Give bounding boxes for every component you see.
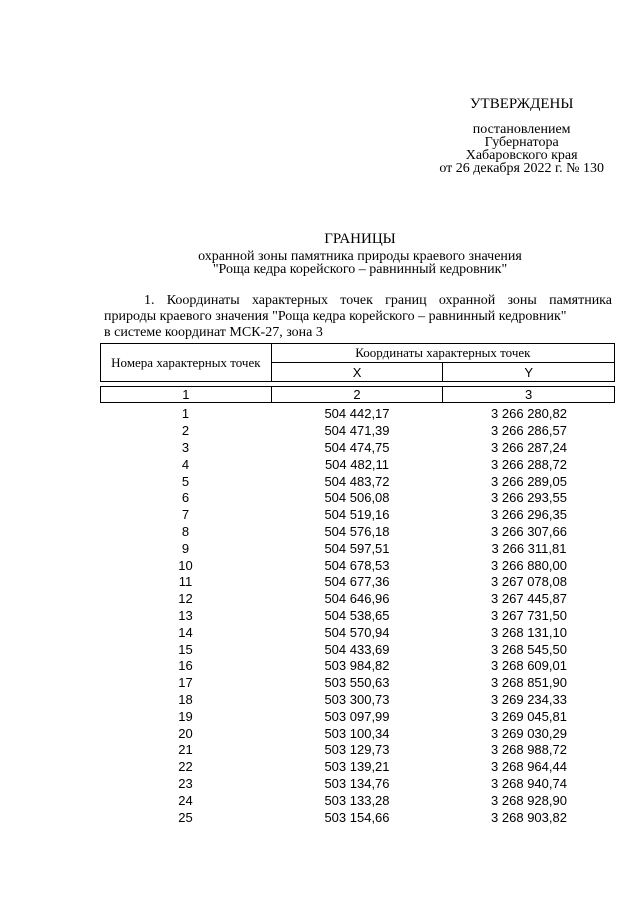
point-number: 6 xyxy=(181,490,190,506)
point-number: 3 xyxy=(181,439,190,455)
y-coordinate: 3 266 288,72 xyxy=(491,456,567,472)
y-coordinate: 3 269 234,33 xyxy=(491,691,567,707)
x-coordinate: 503 097,99 xyxy=(324,708,390,724)
x-coordinate: 503 129,73 xyxy=(324,742,390,758)
y-coordinate: 3 268 851,90 xyxy=(491,675,567,691)
y-coordinate: 3 266 286,57 xyxy=(491,423,567,439)
point-number: 4 xyxy=(181,456,190,472)
table-row xyxy=(100,473,615,490)
table-row xyxy=(100,423,615,440)
y-coordinate: 3 268 609,01 xyxy=(491,658,567,674)
point-number: 24 xyxy=(178,792,193,808)
approval-title: УТВЕРЖДЕНЫ xyxy=(469,96,574,112)
header-y: Y xyxy=(443,363,615,382)
table-row xyxy=(100,792,615,809)
y-coordinate: 3 266 293,55 xyxy=(491,490,567,506)
subtitle-line-2: "Роща кедра корейского – равнинный кедровник" xyxy=(212,262,508,277)
approval-line-3: Хабаровского края xyxy=(465,148,578,163)
point-number: 18 xyxy=(178,691,193,707)
y-coordinate: 3 266 296,35 xyxy=(491,507,567,523)
table-row xyxy=(100,557,615,574)
table-row xyxy=(100,574,615,591)
x-coordinate: 503 133,28 xyxy=(324,792,390,808)
table-row xyxy=(100,440,615,457)
table-row xyxy=(100,490,615,507)
y-coordinate: 3 268 964,44 xyxy=(491,759,567,775)
table-row xyxy=(100,540,615,557)
point-number: 11 xyxy=(178,574,193,590)
table-row xyxy=(100,708,615,725)
table-row xyxy=(100,658,615,675)
header-x: X xyxy=(271,363,443,382)
x-coordinate: 504 677,36 xyxy=(324,574,390,590)
y-coordinate: 3 267 731,50 xyxy=(491,607,567,623)
point-number: 13 xyxy=(178,607,193,623)
column-index-2: 2 xyxy=(271,387,443,403)
x-coordinate: 504 678,53 xyxy=(324,557,390,573)
point-number: 20 xyxy=(178,725,193,741)
y-coordinate: 3 266 280,82 xyxy=(491,406,567,422)
point-number: 14 xyxy=(178,624,193,640)
x-coordinate: 503 984,82 xyxy=(324,658,390,674)
point-number: 5 xyxy=(181,473,190,489)
point-number: 23 xyxy=(178,775,193,791)
approval-line-1: постановлением xyxy=(472,122,571,137)
document-subtitle xyxy=(0,250,640,276)
x-coordinate: 504 471,39 xyxy=(324,423,390,439)
y-coordinate: 3 266 311,81 xyxy=(491,540,567,556)
subtitle-line-1: охранной зоны памятника природы краевого значения xyxy=(198,249,522,264)
point-number: 21 xyxy=(178,742,193,758)
point-number: 7 xyxy=(181,507,190,523)
y-coordinate: 3 266 289,05 xyxy=(491,473,567,489)
point-number: 12 xyxy=(178,591,193,607)
x-coordinate: 504 519,16 xyxy=(324,507,390,523)
table-row xyxy=(100,641,615,658)
point-number: 2 xyxy=(181,423,190,439)
point-number: 17 xyxy=(178,675,193,691)
x-coordinate: 503 550,63 xyxy=(324,675,390,691)
x-coordinate: 504 646,96 xyxy=(324,591,390,607)
x-coordinate: 504 474,75 xyxy=(324,439,390,455)
point-number: 22 xyxy=(178,759,193,775)
x-coordinate: 503 139,21 xyxy=(324,759,390,775)
x-coordinate: 504 482,11 xyxy=(324,456,390,472)
table-row xyxy=(100,759,615,776)
approval-line-4: от 26 декабря 2022 г. № 130 xyxy=(439,161,604,176)
column-index-3: 3 xyxy=(443,387,615,403)
point-number: 1 xyxy=(181,406,190,422)
header-points: Номера характерных точек xyxy=(101,344,272,382)
table-row xyxy=(100,608,615,625)
x-coordinate: 504 483,72 xyxy=(324,473,390,489)
y-coordinate: 3 268 940,74 xyxy=(491,775,567,791)
point-number: 15 xyxy=(178,641,193,657)
y-coordinate: 3 268 131,10 xyxy=(491,624,567,640)
x-coordinate: 504 538,65 xyxy=(324,607,390,623)
approval-block xyxy=(439,98,604,175)
x-coordinate: 504 433,69 xyxy=(324,641,390,657)
point-number: 10 xyxy=(178,557,193,573)
x-coordinate: 504 597,51 xyxy=(324,540,390,556)
table-row xyxy=(100,591,615,608)
point-number: 9 xyxy=(181,540,190,556)
document-title: ГРАНИЦЫ xyxy=(324,231,396,247)
x-coordinate: 504 576,18 xyxy=(324,523,390,539)
y-coordinate: 3 269 030,29 xyxy=(491,725,567,741)
x-coordinate: 503 100,34 xyxy=(324,725,390,741)
coordinates-rows xyxy=(100,406,615,826)
table-row xyxy=(100,524,615,541)
y-coordinate: 3 266 880,00 xyxy=(491,557,567,573)
y-coordinate: 3 268 545,50 xyxy=(491,641,567,657)
header-coordinates: Координаты характерных точек xyxy=(271,344,614,363)
table-row xyxy=(100,406,615,423)
y-coordinate: 3 269 045,81 xyxy=(491,708,567,724)
column-index-1: 1 xyxy=(101,387,272,403)
table-row xyxy=(100,692,615,709)
table-row xyxy=(100,675,615,692)
y-coordinate: 3 268 903,82 xyxy=(491,809,567,825)
table-row xyxy=(100,742,615,759)
x-coordinate: 504 506,08 xyxy=(324,490,390,506)
point-number: 19 xyxy=(178,708,193,724)
x-coordinate: 504 442,17 xyxy=(324,406,390,422)
x-coordinate: 503 134,76 xyxy=(324,775,390,791)
y-coordinate: 3 268 988,72 xyxy=(491,742,567,758)
table-row xyxy=(100,725,615,742)
coordinates-table-body xyxy=(100,406,615,826)
point-number: 8 xyxy=(181,523,190,539)
table-row xyxy=(100,624,615,641)
table-row xyxy=(100,776,615,793)
x-coordinate: 504 570,94 xyxy=(324,624,390,640)
y-coordinate: 3 266 307,66 xyxy=(491,523,567,539)
approval-line-2: Губернатора xyxy=(484,135,559,150)
paragraph-line-2: природы краевого значения "Роща кедра корейского – равнинный кедровник" xyxy=(104,309,567,324)
point-number: 25 xyxy=(178,809,193,825)
paragraph-line-1: 1. Координаты характерных точек границ охранной зоны памятника xyxy=(144,293,612,308)
y-coordinate: 3 268 928,90 xyxy=(491,792,567,808)
y-coordinate: 3 267 445,87 xyxy=(491,591,567,607)
paragraph-line-3: в системе координат МСК-27, зона 3 xyxy=(104,325,323,340)
table-row xyxy=(100,809,615,826)
coordinates-table-header xyxy=(100,343,615,403)
y-coordinate: 3 266 287,24 xyxy=(491,439,567,455)
intro-paragraph xyxy=(104,293,612,341)
table-row xyxy=(100,456,615,473)
table-row xyxy=(100,507,615,524)
point-number: 16 xyxy=(178,658,193,674)
x-coordinate: 503 300,73 xyxy=(324,691,390,707)
x-coordinate: 503 154,66 xyxy=(324,809,390,825)
y-coordinate: 3 267 078,08 xyxy=(491,574,567,590)
